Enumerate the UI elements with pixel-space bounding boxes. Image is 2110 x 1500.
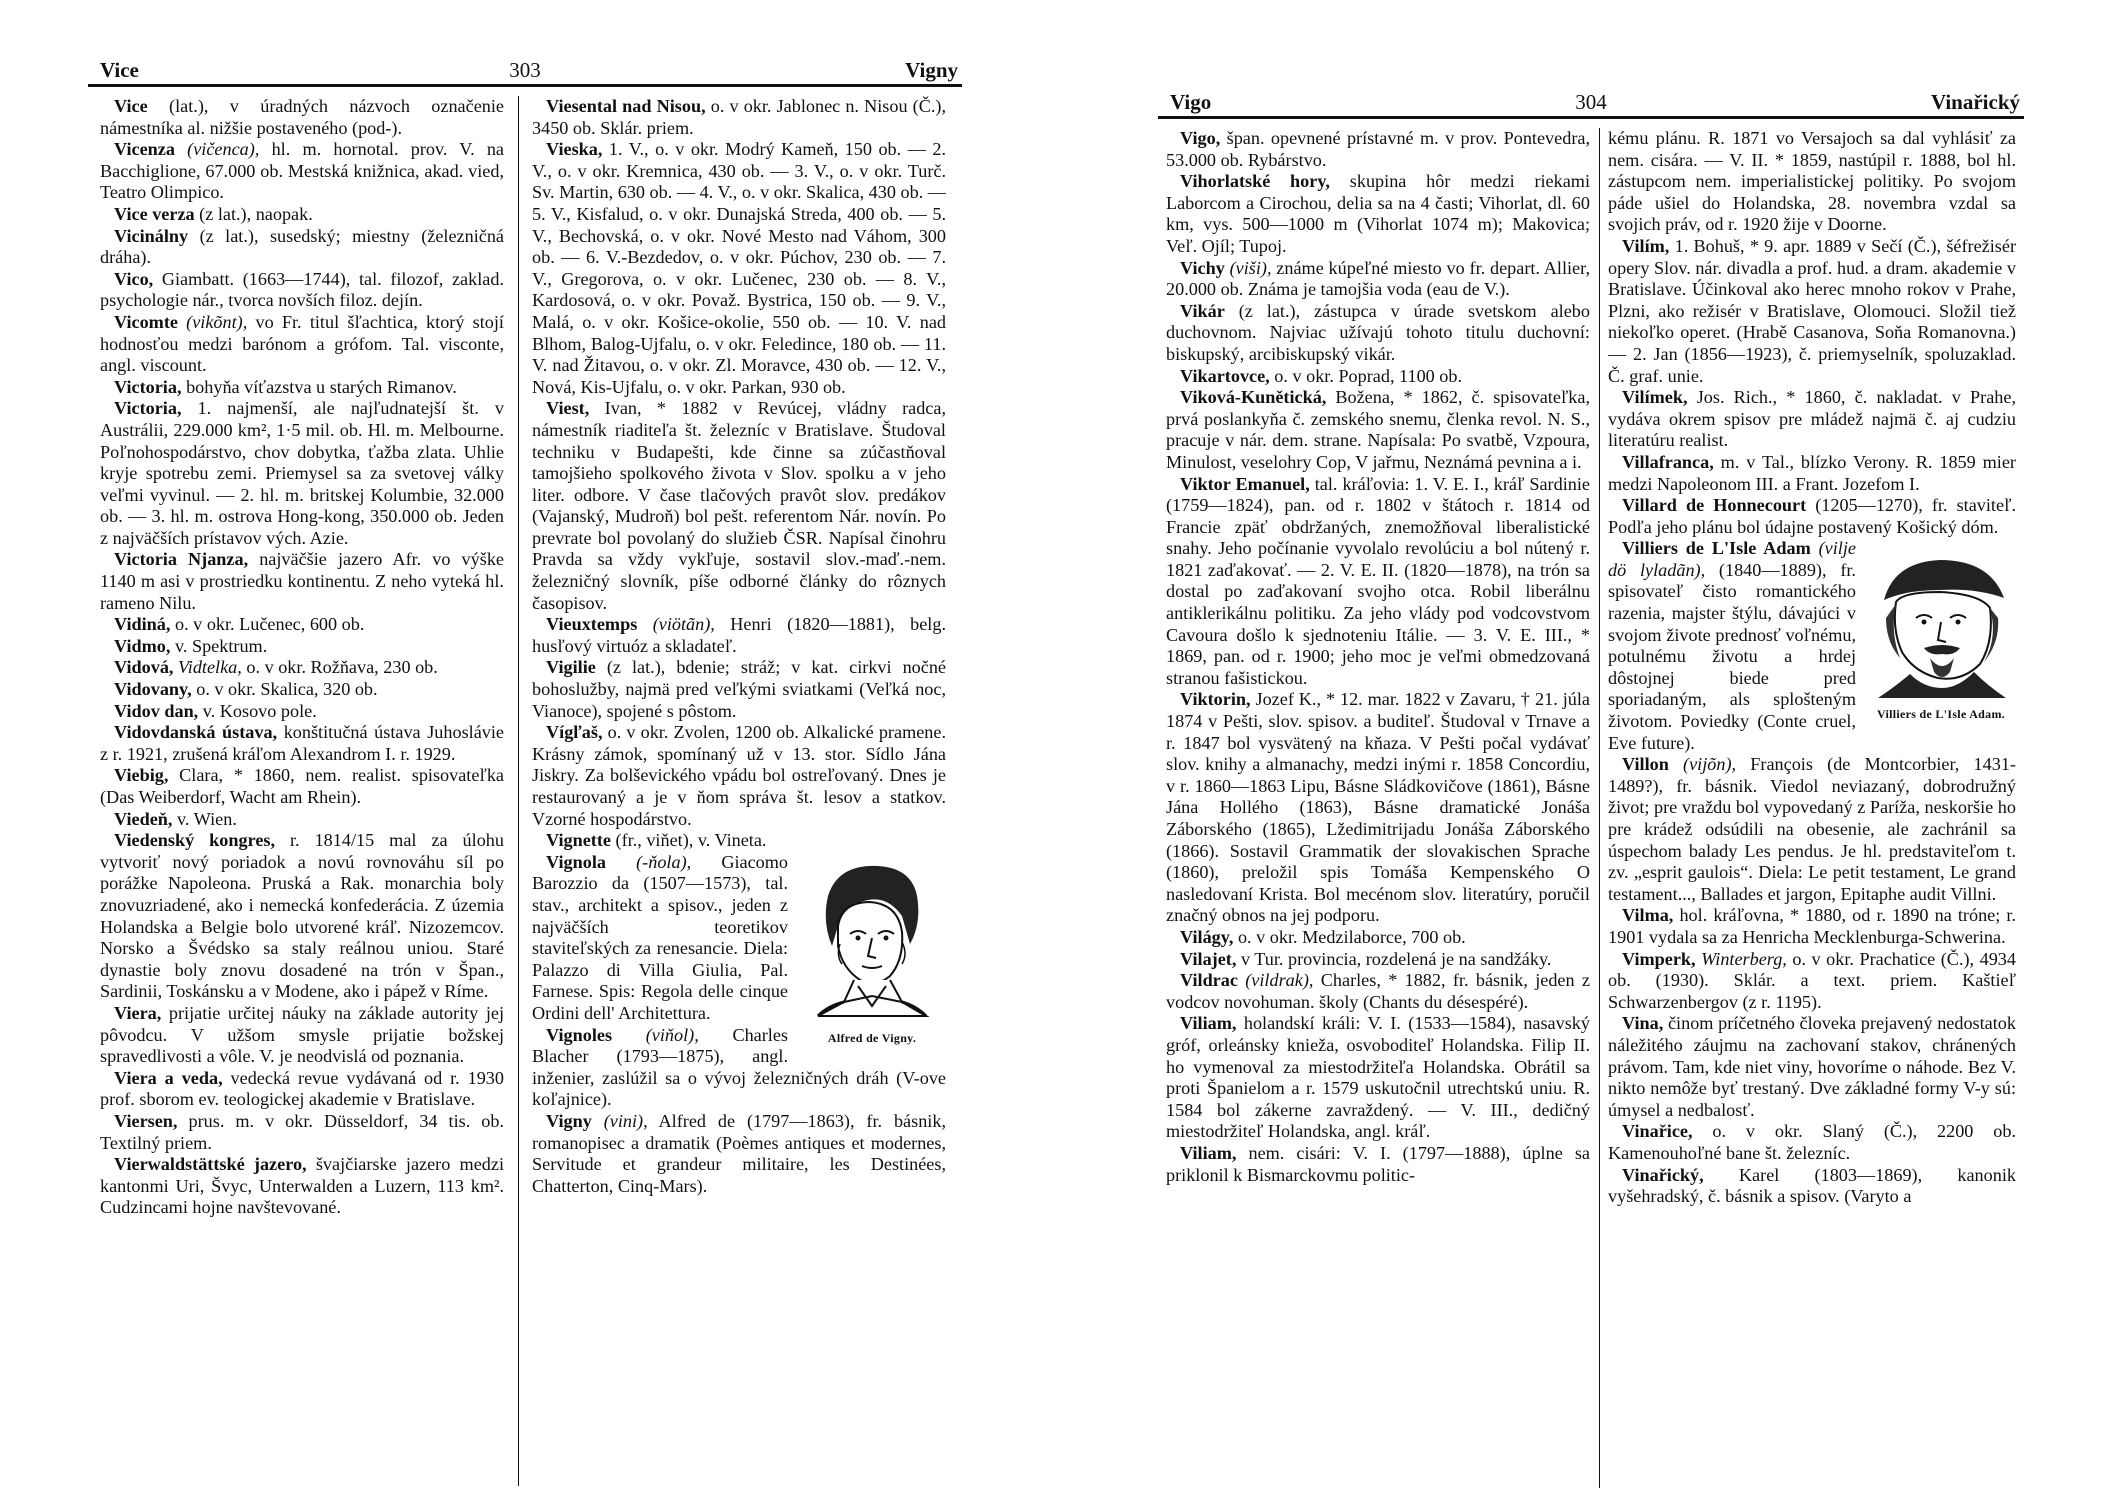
dictionary-entry [100,269,504,312]
portrait-caption: Alfred de Vigny. [827,1030,917,1045]
dictionary-entry [1166,949,1590,971]
entry-definition: 1. V., o. v okr. Modrý Kameň, 150 ob. — 2. V., o. v okr. Kremnica, 430 ob. — 3. V., o. v okr. Turč. Sv. Martin, 630 ob. — 4. V., o. v okr. Skalica, 430 ob. — 5. V., Kisfalud, o. v okr. Dunajská Streda, 400 ob. — 5. V., Bechovská, o. v okr. Nové Mesto nad Váhom, 300 ob. — 6. V.-Bezdedov, o. v okr. Púchov, 230 ob. — 7. V., Gregorova, o. v okr. Lučenec, 230 ob. — 8. V., Kardosová, o. v okr. Považ. Bystrica, 150 ob. — 9. V., Malá, o. v okr. Košice-okolie, 550 ob. — 10. V. nad Blhom, Balog-Ujfalu, o. v okr. Feledince, 180 ob. — 11. V. nad Žitavou, o. v okr. Zl. Moravce, 430 ob. — 12. V., Nová, Kis-Ujfalu, o. v okr. Parkan, 930 ob. [532,139,946,397]
dictionary-entry [100,398,504,549]
portrait-vigny-illustration [798,856,946,1026]
entry-headword: Viebig, [114,765,169,786]
entry-headword: Vicenza [114,139,175,160]
entry-headword: Viest, [546,398,590,419]
entry-definition: v. Wien. [172,808,237,829]
entry-pronunciation: (viňol), [612,1024,699,1045]
right-column-1 [1166,128,1590,1488]
entry-definition: Božena, * 1862, č. spisovateľka, prvá poslankyňa č. zemského snemu, členka revol. N. S., pracuje v nár. dem. strane. Napísala: Po svatbě, Vzpoura, Minulost, veselohry Cop, V jařmu, Neznámá pevnina a i. [1166,387,1590,472]
left-column-1 [100,96,504,1486]
dictionary-entry [1166,474,1590,690]
entry-definition: hl. m. hornotal. prov. V. na Bacchiglione, 67.000 ob. Mestská knižnica, akad. vied, Teatro Olimpico. [100,139,504,203]
entry-headword: Villard de Honnecourt [1622,495,1807,516]
entry-headword: Viliam, [1180,1013,1237,1034]
entry-headword: Victoria Njanza, [114,549,249,570]
entry-headword: Vignola [546,851,606,872]
right-header-last-entry: Vinařický [1930,90,2020,114]
entry-headword: Vikartovce, [1180,365,1270,386]
entry-definition: 1. najmenší, ale najľudnatejší št. v Austrálii, 229.000 km², 1·5 mil. ob. Hl. m. Melbourne. Poľnohospodárstvo, chov dobytka, ťažba zlata. Uhlie kryje spotrebu zemi. Priemysel sa za svetovej války veľmi vyvinul. — 2. hl. m. britskej Kolumbie, 32.000 ob. — 3. hl. m. ostrova Hong-kong, 350.000 ob. Jeden z najväčších prístavov vých. Azie. [100,398,504,548]
dictionary-entry [100,549,504,614]
entry-pronunciation: (vilje dö lyladãn), [1608,538,1856,580]
entry-definition: kému plánu. R. 1871 vo Versajoch sa dal vyhlásiť za nem. cisára. — V. II. * 1859, nastúpil r. 1888, bol hl. zástupcom nem. imperialistickej politiky. Po svojom páde ušiel do Holandska, 28. novembra vzdal sa svojich práv, od r. 1920 žije v Doorne. [1608,128,2016,235]
entry-definition: prijatie určitej náuky na základe autority jej pôvodcu. V užšom smysle prijatie božskej spravedlivosti a vôle. V. je neodvislá od poznania. [100,1002,504,1067]
entry-headword: Viktor Emanuel, [1180,473,1310,494]
entry-headword: Vicomte [114,311,178,332]
entry-headword: Vieuxtemps [546,614,638,635]
entry-definition: švajčiarske jazero medzi kantonmi Uri, Švyc, Unterwalden a Luzern, 113 km². Cudzincami hojne navštevované. [100,1154,504,1218]
entry-headword: Vico, [114,268,154,289]
right-page-number: 304 [1575,90,1607,114]
entry-definition: o. v okr. Lučenec, 600 ob. [170,614,365,635]
entry-pronunciation: Vidtelka, [173,657,242,678]
left-column-divider [518,96,519,1486]
entry-definition: konštitučná ústava Juhoslávie z r. 1921, zrušená kráľom Alexandrom I. r. 1929. [100,722,504,764]
entry-definition: François (de Montcorbier, 1431-1489?), fr. básnik. Viedol neviazaný, dobrodružný život; pre vraždu bol vypovedaný z Paríža, neskoršie ho pre krádež odsúdili na obesenie, ale zachránil sa úspechom balady Les pendus. Je hl. predstaviteľom t. zv. „esprit gaulois“. Diela: Le petit testament, Le grand testament..., Ballades et jargon, Epitaphe audit Villni. [1608,754,2016,904]
dictionary-entry [100,701,504,723]
entry-definition: najväčšie jazero Afr. vo výške 1140 m asi v prostriedku kontinentu. Z neho vyteká hl. rameno Nilu. [100,549,504,613]
left-column-2 [532,96,946,1486]
dictionary-entry [1608,905,2016,948]
portrait-caption: Villiers de L'Isle Adam. [1876,707,2006,722]
dictionary-entry [532,614,946,657]
right-header-first-entry: Vigo [1170,90,1212,114]
dictionary-entry [1166,171,1590,257]
entry-headword: Vidov dan, [114,700,199,721]
entry-definition: Charles, * 1882, fr. básnik, jeden z vodcov novohuman. školy (Chants du désespéré). [1166,970,1590,1012]
entry-definition: nem. cisári: V. I. (1797—1888), úplne sa priklonil k Bismarckovmu politic- [1166,1142,1590,1185]
entry-headword: Vieska, [546,139,603,160]
entry-headword: Victoria, [114,398,182,419]
entry-headword: Vidmo, [114,635,171,656]
entry-headword: Vidovdanská ústava, [114,722,278,743]
entry-definition: Karel (1803—1869), kanonik vyšehradský, č. básnik a spisov. (Varyto a [1608,1164,2016,1207]
entry-headword: Viesental nad Nisou, [546,96,706,116]
dictionary-entry [1166,387,1590,473]
dictionary-entry [1166,301,1590,366]
dictionary-entry [100,1154,504,1219]
dictionary-entry [1608,495,2016,538]
dictionary-entry [1608,128,2016,236]
dictionary-entry [100,226,504,269]
entry-pronunciation: (viši), [1224,257,1272,278]
entry-definition: (z lat.), naopak. [194,203,313,224]
dictionary-entry [532,1111,946,1197]
dictionary-entry [1608,1013,2016,1121]
dictionary-entry [1166,1013,1590,1143]
entry-pronunciation: (vijõn), [1668,754,1737,775]
entry-definition: Jos. Rich., * 1860, č. nakladat. v Prahe, vydáva okrem spisov pre mládež najmä č. aj cudziu literatúru realist. [1608,387,2016,451]
dictionary-entry [1166,689,1590,927]
entry-headword: Vierwaldstättské jazero, [114,1154,307,1175]
dictionary-entry [100,722,504,765]
dictionary-entry [1608,387,2016,452]
entry-headword: Vígľaš, [546,722,603,743]
portrait-figure [1866,542,2016,726]
entry-definition: Alfred de (1797—1863), fr. básnik, romanopisec a dramatik (Poèmes antiques et modernes, Servitude et grandeur militaire, les Destinées, Chatterton, Cinq-Mars). [532,1110,946,1196]
entry-definition: hol. kráľovna, * 1880, od r. 1890 na tróne; r. 1901 vydala sa za Henricha Mecklenburga-Schwerina. [1608,905,2016,947]
entry-headword: Victoria, [114,376,182,397]
dictionary-entry [100,139,504,204]
entry-definition: známe kúpeľné miesto vo fr. depart. Allier, 20.000 ob. Známa je tamojšia voda (eau de V.). [1166,257,1590,300]
entry-headword: Vice [114,96,148,116]
right-page [1158,0,2024,1500]
entry-headword: Vihorlatské hory, [1180,171,1330,192]
left-header-first-entry: Vice [100,58,139,82]
entry-headword: Vice verza [114,203,195,224]
entry-headword: Vichy [1180,257,1225,278]
left-header-last-entry: Vigny [905,58,958,82]
entry-pronunciation: (-ňola), [605,851,692,872]
dictionary-entry [100,657,504,679]
dictionary-entry [100,312,504,377]
entry-definition: o. v okr. Rožňava, 230 ob. [241,657,438,678]
right-header-rule [1158,116,2024,119]
entry-definition: (lat.), v úradných názvoch označenie námestníka al. nižšie postaveného (pod-). [100,96,504,138]
entry-definition: (z lat.), zástupca v úrade svetskom alebo duchovnom. Najviac užívajú tohoto titulu duchovní: biskupský, arcibiskupský vikár. [1166,300,1590,364]
entry-definition: (z lat.), bdenie; stráž; v kat. cirkvi nočné bohoslužby, najmä pred veľkými sviatkami (Veľká noc, Vianoce), spojené s pôstom. [532,657,946,721]
entry-headword: Villon [1622,754,1669,775]
entry-definition: špan. opevnené prístavné m. v prov. Pontevedra, 53.000 ob. Rybárstvo. [1166,128,1590,170]
entry-headword: Vilma, [1622,905,1674,926]
right-column-divider [1599,128,1600,1488]
entry-headword: Vigny [546,1110,592,1131]
entry-headword: Vimperk, [1622,948,1696,969]
dictionary-entry [100,636,504,658]
entry-definition: vedecká revue vydávaná od r. 1930 prof. sborom ev. teologickej akademie v Bratislave. [100,1067,504,1110]
entry-headword: Vilajet, [1180,948,1237,969]
entry-definition: skupina hôr medzi riekami Laborcom a Cirochou, delia sa na 4 časti; Vihorlat, dl. 60 km, vys. 500—1000 m (Vihorlat 1074 m); Makovica; Veľ. Ojíl; Tupoj. [1166,171,1590,256]
dictionary-entry [100,1111,504,1154]
entry-definition: bohyňa víťazstva u starých Rimanov. [181,376,457,397]
entry-pronunciation: (vildrak), [1237,970,1314,991]
entry-headword: Viedenský kongres, [114,830,276,851]
dictionary-entry [1608,452,2016,495]
entry-headword: Vildrac [1180,970,1238,991]
dictionary-entry [100,830,504,1003]
entry-definition: (1205—1270), fr. staviteľ. Podľa jeho plánu bol údajne postavený Košický dóm. [1608,495,2016,537]
entry-definition: 1. Bohuš, * 9. apr. 1889 v Sečí (Č.), šéfrežisér opery Slov. nár. divadla a prof. hud. a dram. akademie v Bratislave. Účinkoval ako herec mnoho rokov v Prahe, Plzni, ako režisér v Bratislave, Olomouci. Složil tiež niekoľko operet. (Hrabě Casanova, Soňa Romanovna.) — 2. Jan (1856—1923), č. priemyselník, spoluzaklad. Č. graf. unie. [1608,235,2016,386]
entry-headword: Vignoles [546,1024,613,1045]
entry-pronunciation: (vini), [591,1110,648,1131]
dictionary-entry [1166,366,1590,388]
dictionary-entry [100,765,504,808]
dictionary-entry [100,679,504,701]
dictionary-entry [1608,1121,2016,1164]
portrait-figure [798,856,946,1050]
entry-pronunciation: Winterberg, [1695,948,1787,969]
entry-definition: činom príčetného človeka prejavený nedostatok náležitého záujmu na zachovaní stakov, chránených právom. Tam, kde niet viny, hovoríme o náhode. Bez V. nikto nemôže byť trestaný. Dve základné formy V-y sú: úmysel a nedbalosť. [1608,1013,2016,1120]
entry-headword: Viersen, [114,1110,178,1131]
entry-headword: Vignette [546,830,611,851]
dictionary-entry [1166,128,1590,171]
entry-headword: Viková-Kunětická, [1180,387,1327,408]
dictionary-entry [532,722,946,830]
entry-headword: Vidovany, [114,679,192,700]
entry-headword: Vicinálny [114,225,189,246]
dictionary-entry [532,830,946,852]
entry-definition: Charles Blacher (1793—1875), angl. inženier, zaslúžil sa o vývoj železničných dráh (V-ove koľajnice). [532,1024,946,1110]
entry-pronunciation: (vikõnt), [177,311,248,332]
entry-headword: Vidiná, [114,614,171,635]
entry-headword: Vinařice, [1622,1121,1693,1142]
entry-headword: Villiers de L'Isle Adam [1622,538,1811,559]
entry-headword: Vigo, [1180,128,1221,148]
dictionary-entry [532,96,946,139]
entry-definition: Henri (1820—1881), belg. husľový virtuóz a skladateľ. [532,614,946,656]
entry-definition: v. Kosovo pole. [198,700,317,721]
entry-definition: Ivan, * 1882 v Revúcej, vládny radca, námestník riaditeľa št. železníc v Bratislave. Študoval techniku v Budapešti, kde činne sa zúčastňoval tamojšieho spolkového života v Slov. spolku a v jeho liter. odbore. V čase tlačových pravôt slov. predákov (Vajanský, Mudroň) bol pešt. referentom Nár. novín. Po prevrate bol povolaný do služieb ČSR. Napísal činohru Pravda sa vždy vykľuje, sostavil slov.-maď.-nem. železničný slovník, píše odborné články do rôznych časopisov. [532,398,946,613]
dictionary-entry [100,1068,504,1111]
entry-headword: Vigilie [546,657,596,678]
entry-definition: tal. kráľovia: 1. V. E. I., kráľ Sardinie (1759—1824), pan. od r. 1802 v štátoch r. 1814 od Francie zpäť obdržaných, znemožňoval liberalistické snahy. Jeho počínanie vyvolalo revolúciu a bol nútený r. 1821 zaďakovať. — 2. V. E. II. (1820—1878), na trón sa dostal po zaďakovaní svojho otca. Robil liberálnu antiklerikálnu politiku. Za jeho vlády pod vodcovstvom Cavoura došlo k sjednoteniu Itálie. — 3. V. E. III., * 1869, pan. od r. 1900; jeho moc je veľmi obmedzovaná stranou fašistickou. [1166,473,1590,688]
entry-headword: Viliam, [1180,1142,1237,1163]
entry-definition: v Tur. provincia, rozdelená je na sandžáky. [1236,948,1552,969]
entry-headword: Viera, [114,1002,162,1023]
entry-definition: o. v okr. Zvolen, 1200 ob. Alkalické pramene. Krásny zámok, spomínaný už v 13. stor. Sídlo Jána Jiskry. Za bolševického vpádu bol ostreľovaný. Dnes je restaurovaný a je v ňom správa št. lesov a statkov. Vzorné hospodárstvo. [532,722,946,829]
entry-headword: Vilímek, [1622,387,1688,408]
entry-definition: o. v okr. Slaný (Č.), 2200 ob. Kamenouhoľné bane št. železníc. [1608,1121,2016,1163]
entry-definition: m. v Tal., blízko Verony. R. 1859 mier medzi Napoleonom III. a Frant. Jozefom I. [1608,451,2016,494]
entry-headword: Viera a veda, [114,1067,223,1088]
portrait-villiers-illustration [1866,542,2016,702]
entry-definition: v. Spektrum. [170,635,268,656]
dictionary-entry [532,398,946,614]
dictionary-entry [532,657,946,722]
entry-headword: Vidová, [114,657,174,678]
dictionary-entry [532,139,946,398]
entry-definition: Giambatt. (1663—1744), tal. filozof, zaklad. psychologie nár., tvorca novších filoz. dejín. [100,268,504,311]
dictionary-entry [100,377,504,399]
entry-definition: (fr., viňet), v. Vineta. [610,830,767,851]
entry-headword: Viktorin, [1180,689,1251,710]
dictionary-entry [1608,236,2016,387]
dictionary-entry [1608,949,2016,1014]
entry-headword: Vinařický, [1622,1164,1704,1185]
entry-definition: vo Fr. titul šľachtica, ktorý stojí hodnosťou medzi barónom a grófom. Tal. visconte, angl. viscount. [100,311,504,376]
dictionary-entry [1166,927,1590,949]
entry-headword: Vikár [1180,300,1225,321]
entry-definition: prus. m. v okr. Düsseldorf, 34 tis. ob. Textilný priem. [100,1110,504,1153]
right-column-2 [1608,128,2016,1488]
entry-headword: Világy, [1180,926,1234,947]
entry-headword: Vina, [1622,1013,1664,1034]
left-header-rule [88,84,962,87]
entry-definition: o. v okr. Prachatice (Č.), 4934 ob. (1930). Sklár. a text. priem. Kaštieľ Schwarzenbergov (z r. 1195). [1608,948,2016,1012]
entry-definition: Giacomo Barozzio da (1507—1573), tal. stav., architekt a spisov., jeden z najväčších teoretikov staviteľských za renesancie. Diela: Palazzo di Villa Giulia, Pal. Farnese. Spis: Regola delle cinque Ordini dell' Architettura. [532,851,788,1023]
dictionary-entry [1166,258,1590,301]
entry-definition: o. v okr. Poprad, 1100 ob. [1269,365,1463,386]
entry-definition: Clara, * 1860, nem. realist. spisovateľka (Das Weiberdorf, Wacht am Rhein). [100,765,504,807]
entry-pronunciation: (viötãn), [637,614,715,635]
left-page [88,0,962,1500]
entry-definition: o. v okr. Jablonec n. Nisou (Č.), 3450 ob. Sklár. priem. [532,96,946,138]
entry-definition: (z lat.), susedský; miestny (železničná dráha). [100,225,504,268]
dictionary-entry [100,1003,504,1068]
dictionary-entry [1608,1165,2016,1208]
dictionary-entry [100,809,504,831]
left-page-number: 303 [509,58,541,82]
dictionary-entry [100,614,504,636]
entry-headword: Villafranca, [1622,451,1714,472]
entry-headword: Viedeň, [114,808,173,829]
entry-definition: r. 1814/15 mal za úlohu vytvoriť nový poriadok a novú rovnováhu síl po porážke Napoleona. Pruská a Rak. monarchia boly znovuzriadené, ako i nemecká konfederácia. Z územia Holandska a Belgie bolo utvorené kráľ. Nizozemcov. Norsko a Švédsko sa staly reálnou uniou. Staré dynastie boly znovu dosadené na trón v Špan., Sardinii, Toskánsku a v Modene, ako i pápež v Ríme. [100,830,504,1002]
dictionary-entry [1166,970,1590,1013]
dictionary-entry [1166,1143,1590,1186]
entry-definition: o. v okr. Skalica, 320 ob. [191,679,378,700]
dictionary-entry [1608,754,2016,905]
entry-definition: holandskí králi: V. I. (1533—1584), nasavský gróf, orleánsky knieža, osvoboditeľ Holandska. Filip II. ho vymenoval za miestodržiteľa Holandska. Obrátil sa proti Španielom a r. 1579 uskutočnil utrechtskú uniu. R. 1584 bol zákerne zavraždený. — V. III., dedičný miestodržiteľ Holandska, angl. kráľ. [1166,1013,1590,1142]
entry-definition: o. v okr. Medzilaborce, 700 ob. [1233,926,1466,947]
entry-pronunciation: (vičenca), [174,139,260,160]
entry-definition: (1840—1889), fr. spisovateľ čisto romantického razenia, majster štýlu, dávajúci v svojom živote prednosť voľnému, potulnému životu a hrdej dôstojnej biede pred sporiadaným, als splošteným životom. Poviedky (Conte cruel, Eve future). [1608,559,1856,753]
dictionary-entry [100,204,504,226]
dictionary-entry [100,96,504,139]
entry-definition: Jozef K., * 12. mar. 1822 v Zavaru, † 21. júla 1874 v Pešti, slov. spisov. a buditeľ. Študoval v Trnave a r. 1847 bol vysvätený na kňaza. V Pešti počal vydávať slov. knihy a almanachy, medzi inými r. 1858 Concordiu, v r. 1860—1863 Lipu, Básne Sládkovičove (1861), Básne Jána Hollého (1863), Básne dramatické Jonáša Záborského (1865), Lžedimitrijadu Jonáša Záborského (1866). Sostavil Grammatik der slovakischen Sprache (1860), preložil spis Tomáša Kempenského O nasledovaní Krista. Bol mecénom slov. literatúry, poručil značný obnos na jej podporu. [1166,689,1590,926]
entry-headword: Vilím, [1622,235,1670,256]
